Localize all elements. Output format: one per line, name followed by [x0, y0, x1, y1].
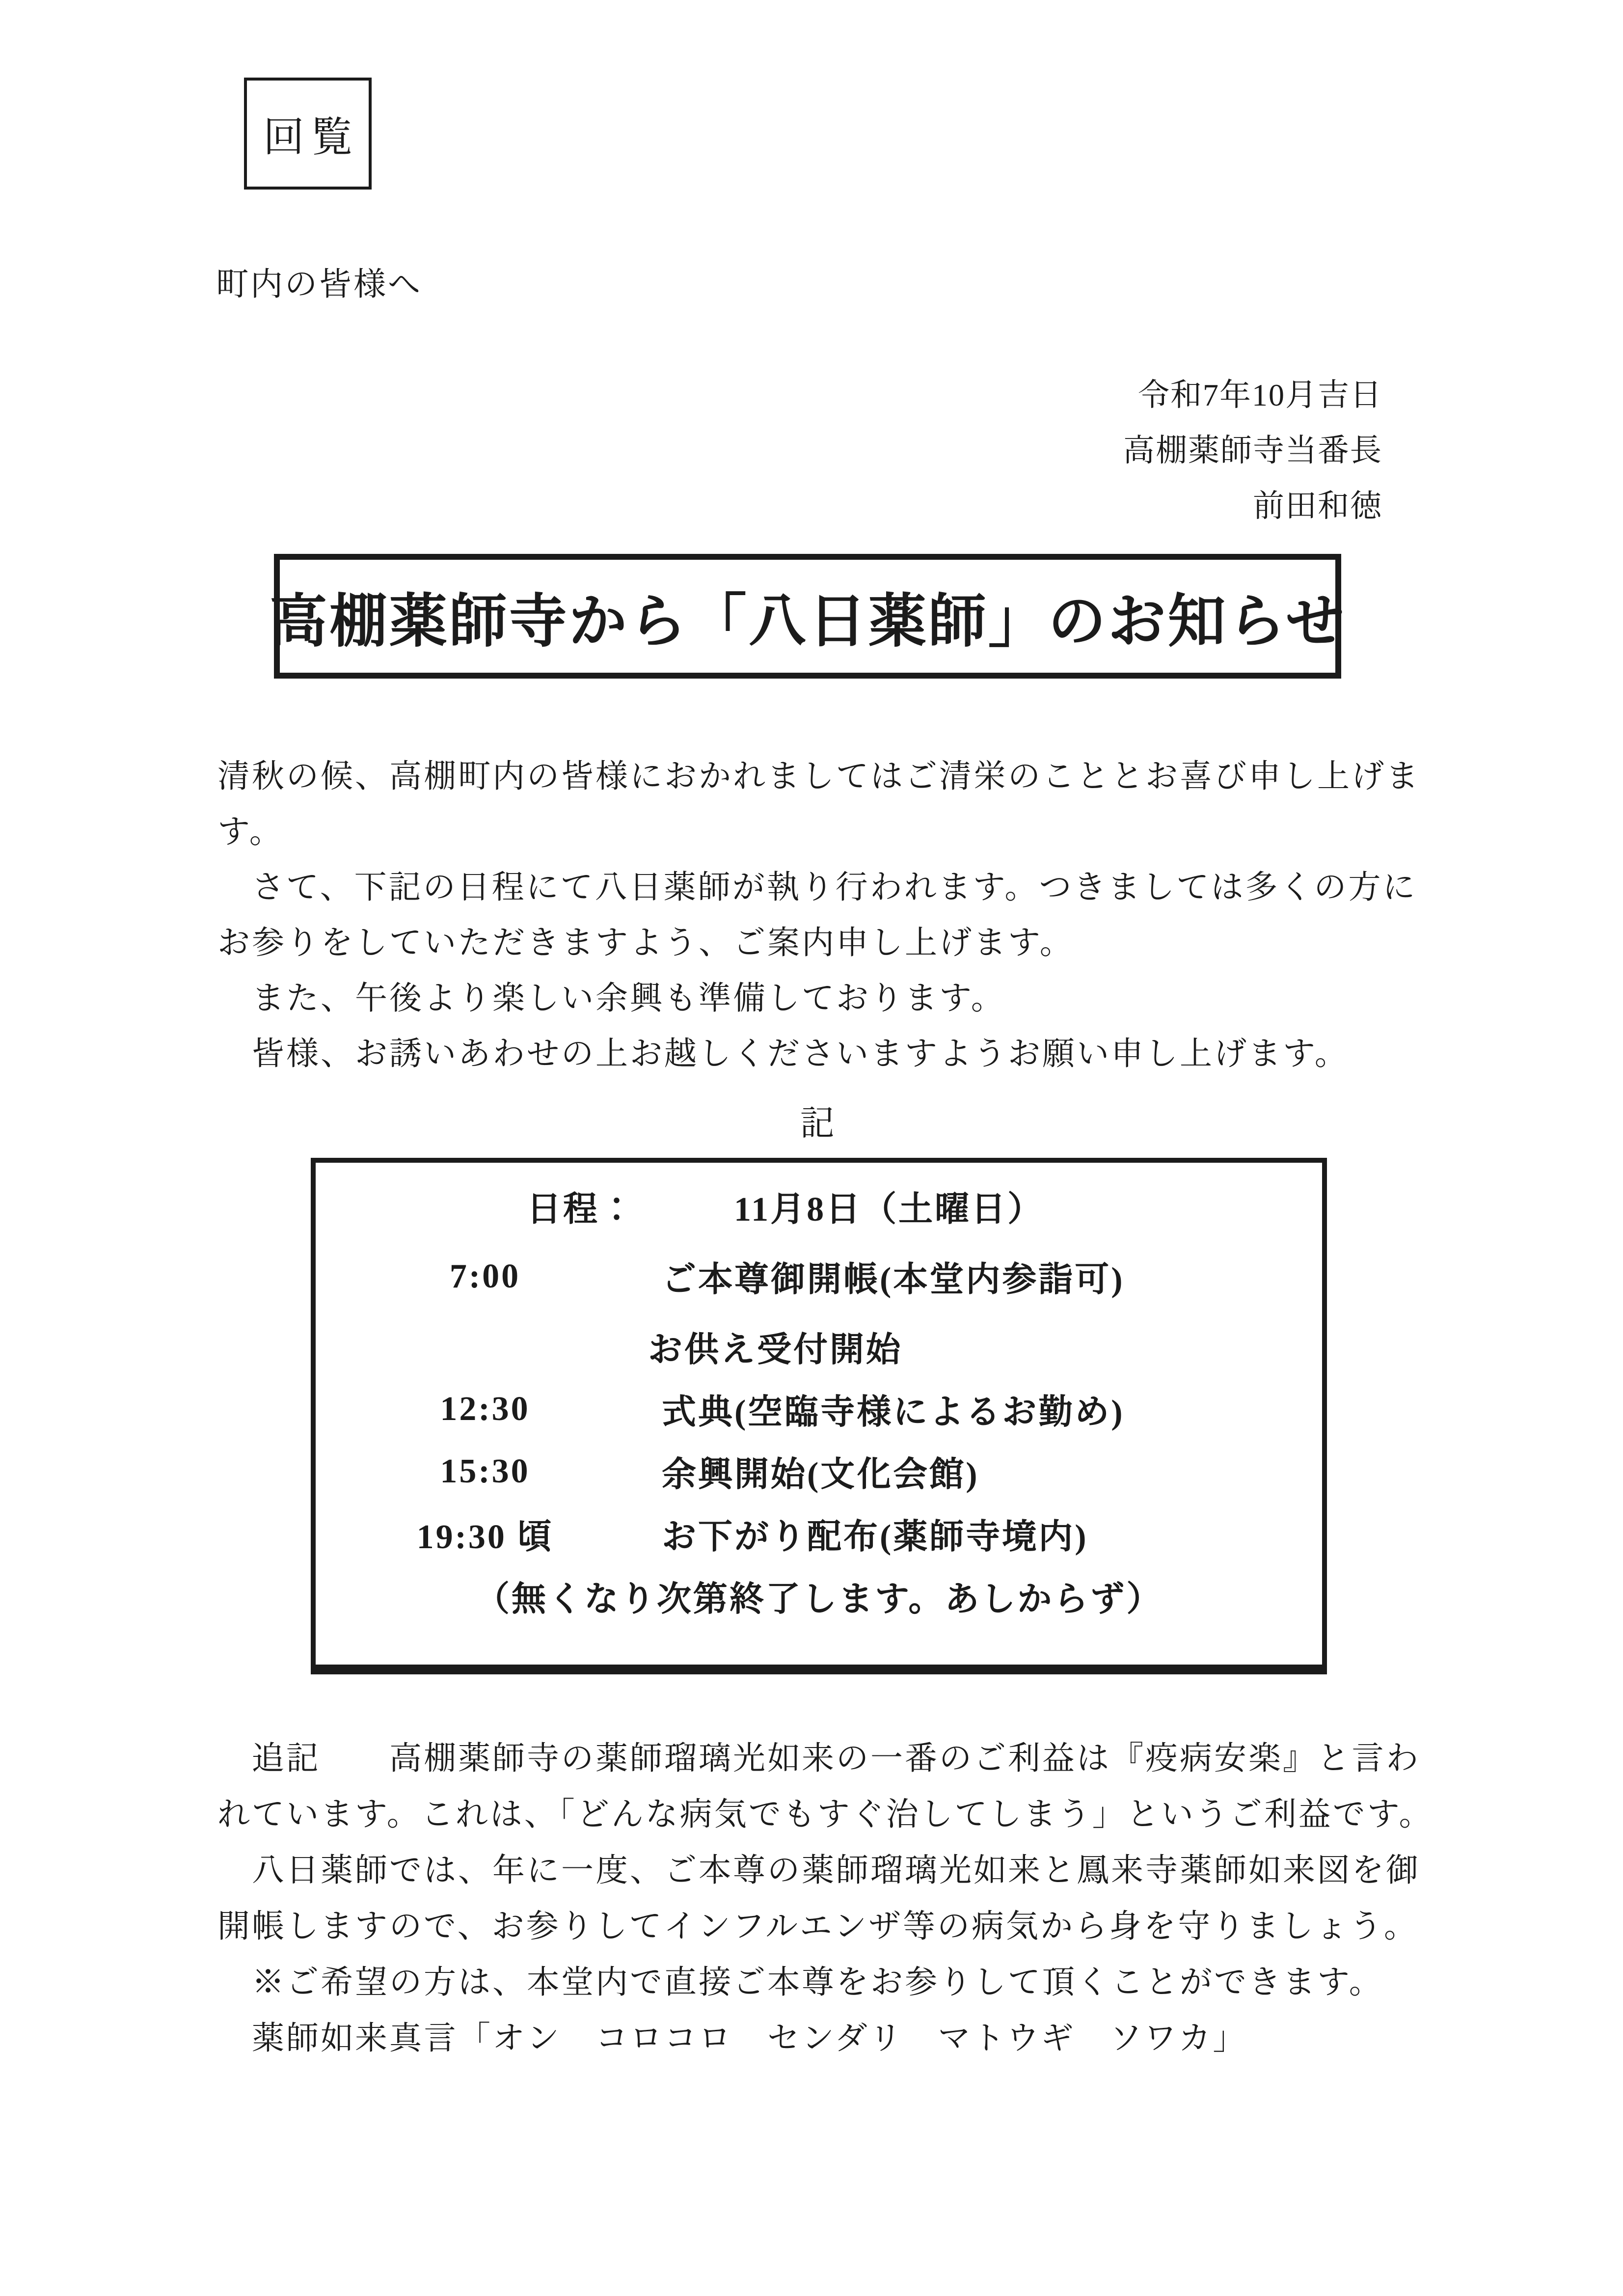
postscript-line: れています。これは、「どんな病気でもすぐ治してしまう」というご利益です。: [217, 1797, 1434, 1832]
schedule-label: ご本尊御開帳(本堂内参詣可): [662, 1261, 1125, 1299]
postscript-line: 開帳しますので、お参りしてインフルエンザ等の病気から身を守りましょう。: [217, 1909, 1419, 1944]
notice-title-box: [269, 554, 1346, 679]
schedule-row: [316, 1565, 1322, 1627]
schedule-date-value: 11月8日（土曜日）: [734, 1191, 1044, 1229]
greeting-line: 皆様、お誘いあわせの上お越しくださいますようお願い申し上げます。: [217, 1036, 1349, 1072]
recipient-line: 町内の皆様へ: [216, 267, 422, 302]
schedule-box: [311, 1158, 1327, 1674]
issuance-block: [1123, 367, 1382, 534]
greeting-line: す。: [217, 814, 284, 850]
schedule-date-key: 日程：: [527, 1191, 636, 1229]
postscript-line: 薬師如来真言「オン コロコロ センダリ マトウギ ソワカ」: [217, 2021, 1247, 2056]
schedule-row: [316, 1315, 1322, 1378]
issuance-name: 前田和徳: [1253, 489, 1382, 523]
issuance-organization: 高棚薬師寺当番長: [1123, 433, 1382, 468]
greeting-line: 清秋の候、高棚町内の皆様におかれましてはご清栄のこととお喜び申し上げま: [217, 759, 1420, 794]
schedule-time: 15:30: [440, 1452, 530, 1490]
circulation-stamp-label: 回覧: [263, 114, 359, 161]
greeting-paragraphs: [217, 749, 1474, 1082]
greeting-line: お参りをしていただきますよう、ご案内申し上げます。: [217, 925, 1074, 961]
circulation-stamp-box: [244, 78, 372, 190]
greeting-line: また、午後より楽しい余興も準備しております。: [217, 981, 1005, 1016]
schedule-time: 19:30 頃: [416, 1518, 554, 1556]
schedule-label: 式典(空臨寺様によるお勤め): [662, 1394, 1125, 1431]
schedule-row: [316, 1503, 1322, 1565]
schedule-label: 余興開始(文化会館): [662, 1456, 979, 1494]
greeting-line: さて、下記の日程にて八日薬師が執り行われます。つきましては多くの方に: [217, 870, 1417, 905]
notice-title: 高棚薬師寺から「八日薬師」のお知らせ: [269, 590, 1346, 654]
schedule-rows: [316, 1163, 1322, 1627]
schedule-time: 7:00: [449, 1257, 521, 1295]
schedule-time: 12:30: [440, 1390, 530, 1428]
schedule-row: [316, 1440, 1322, 1503]
issuance-date: 令和7年10月吉日: [1138, 378, 1382, 412]
schedule-label: お下がり配布(薬師寺境内): [662, 1518, 1088, 1556]
record-marker: 記: [800, 1105, 835, 1143]
schedule-row: [316, 1175, 1322, 1237]
schedule-label: お供え受付開始: [648, 1331, 902, 1369]
postscript-line: ※ご希望の方は、本堂内で直接ご本尊をお参りして頂くことができます。: [217, 1965, 1383, 2000]
schedule-label: （無くなり次第終了します。あしからず）: [475, 1581, 1163, 1618]
schedule-row: [316, 1245, 1322, 1308]
schedule-row: [316, 1378, 1322, 1440]
postscript-line: 八日薬師では、年に一度、ご本尊の薬師瑠璃光如来と鳳来寺薬師如来図を御: [217, 1853, 1420, 1888]
postscript-line: 追記 高棚薬師寺の薬師瑠璃光如来の一番のご利益は『疫病安楽』と言わ: [217, 1741, 1420, 1777]
postscript-paragraphs: [217, 1731, 1474, 2067]
